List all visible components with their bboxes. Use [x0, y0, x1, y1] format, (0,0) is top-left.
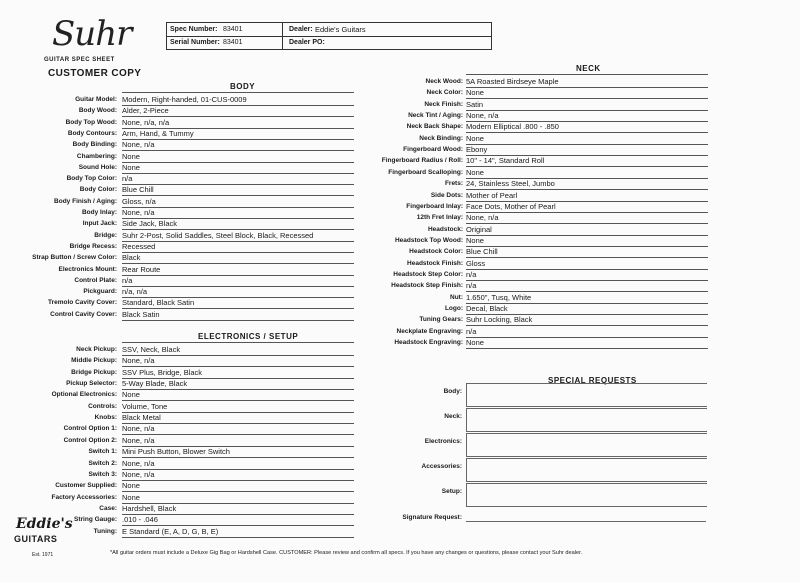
body-spec-value: None: [122, 162, 354, 174]
body-spec-value: Standard, Black Satin: [122, 297, 354, 309]
neck-spec-value: Satin: [466, 99, 708, 111]
neck-spec-value: Modern Elliptical .800 - .850: [466, 121, 708, 133]
electronics-spec-label: Control Option 2:: [63, 436, 117, 444]
body-spec-label: Body Wood:: [78, 107, 117, 115]
neck-spec-value: None: [466, 87, 708, 99]
special-request-field[interactable]: [466, 383, 707, 407]
neck-spec-label: Neck Color:: [426, 89, 463, 97]
neck-spec-label: Neck Wood:: [425, 78, 463, 85]
electronics-spec-label: Tuning:: [93, 527, 117, 535]
electronics-section-rule: [122, 342, 354, 343]
electronics-spec-label: Switch 1:: [88, 448, 117, 456]
spec-number-value: 83401: [223, 26, 243, 33]
neck-spec-value: Decal, Black: [466, 303, 708, 315]
electronics-spec-label: Pickup Selector:: [66, 380, 117, 388]
footer-note: *All guitar orders must include a Deluxe Gig Bag or Hardshell Case. CUSTOMER: Please review and confirm all specs. If you have any changes or questions, please contact your Suhr dealer.: [110, 550, 583, 556]
neck-spec-value: None, n/a: [466, 110, 708, 122]
neck-spec-value: None, n/a: [466, 212, 708, 224]
electronics-spec-value: Mini Push Button, Blower Switch: [122, 446, 354, 458]
neck-spec-label: Headstock Color:: [409, 248, 463, 256]
body-spec-value: Black Satin: [122, 309, 354, 321]
body-spec-value: n/a: [122, 275, 354, 287]
electronics-spec-value: None: [122, 492, 354, 504]
electronics-spec-label: Switch 3:: [88, 470, 117, 478]
body-spec-label: Body Finish / Aging:: [54, 197, 117, 205]
electronics-spec-value: None, n/a: [122, 458, 354, 470]
badge-name: Eddie's: [16, 516, 73, 532]
neck-spec-label: Neckplate Engraving:: [396, 327, 463, 335]
electronics-spec-label: Middle Pickup:: [71, 357, 117, 365]
neck-spec-label: Neck Binding:: [419, 134, 463, 142]
special-request-label: Body:: [443, 388, 462, 395]
special-request-label: Electronics:: [424, 438, 462, 445]
body-spec-label: Body Inlay:: [81, 209, 117, 216]
badge-est: Est. 1971: [32, 552, 54, 558]
document-title: CUSTOMER COPY: [48, 68, 142, 79]
electronics-spec-label: Customer Supplied:: [55, 482, 117, 490]
neck-spec-label: Headstock Finish:: [407, 259, 463, 267]
dealer-value: Eddie's Guitars: [315, 25, 366, 34]
body-spec-label: Body Color:: [79, 186, 117, 194]
body-spec-label: Body Top Wood:: [65, 118, 117, 126]
body-spec-value: Black: [122, 252, 354, 264]
body-spec-value: Gloss, n/a: [122, 196, 354, 208]
neck-spec-label: Fingerboard Inlay:: [406, 202, 463, 210]
eddies-guitars-logo: [12, 512, 73, 572]
electronics-spec-label: Knobs:: [94, 414, 117, 422]
special-request-field[interactable]: [466, 509, 706, 522]
body-spec-value: None: [122, 151, 354, 163]
neck-spec-label: Neck Back Shape:: [406, 123, 463, 131]
header-info-box: [166, 22, 492, 50]
body-spec-label: Body Top Color:: [66, 175, 117, 183]
body-spec-value: Arm, Hand, & Tummy: [122, 128, 354, 140]
neck-spec-label: Neck Tint / Aging:: [408, 112, 463, 120]
body-spec-label: Bridge:: [94, 231, 117, 239]
electronics-spec-label: Bridge Pickup:: [71, 368, 117, 376]
body-spec-label: Sound Hole:: [78, 163, 117, 171]
body-spec-label: Control Plate:: [74, 276, 117, 284]
body-spec-label: Bridge Recess:: [69, 242, 117, 250]
serial-number-value: 83401: [223, 39, 243, 46]
electronics-spec-value: Hardshell, Black: [122, 503, 354, 515]
body-spec-value: Suhr 2-Post, Solid Saddles, Steel Block, Black, Recessed: [122, 230, 354, 242]
body-spec-value: Blue Chill: [122, 184, 354, 196]
electronics-spec-value: None: [122, 480, 354, 492]
body-spec-value: Recessed: [122, 241, 354, 253]
electronics-spec-value: None, n/a: [122, 355, 354, 367]
neck-spec-value: n/a: [466, 269, 708, 281]
electronics-spec-label: Switch 2:: [88, 459, 117, 467]
neck-spec-label: Headstock Step Color:: [393, 270, 463, 278]
neck-spec-value: 5A Roasted Birdseye Maple: [466, 76, 708, 88]
neck-spec-value: Original: [466, 224, 708, 236]
neck-spec-value: n/a: [466, 326, 708, 338]
electronics-section-title: ELECTRONICS / SETUP: [198, 332, 299, 341]
electronics-spec-value: None, n/a: [122, 423, 354, 435]
special-request-label: Signature Request:: [402, 514, 462, 521]
special-requests-title: SPECIAL REQUESTS: [548, 376, 637, 385]
badge-sub: GUITARS: [14, 534, 58, 544]
electronics-spec-value: None: [122, 389, 354, 401]
body-spec-label: Strap Button / Screw Color:: [32, 254, 117, 262]
neck-spec-value: 24, Stainless Steel, Jumbo: [466, 178, 708, 190]
body-section-rule: [122, 92, 354, 93]
body-spec-label: Guitar Model:: [75, 96, 117, 103]
electronics-spec-label: Factory Accessories:: [51, 493, 117, 501]
neck-spec-value: 1.650", Tusq, White: [466, 292, 708, 304]
neck-spec-label: 12th Fret Inlay:: [416, 214, 463, 222]
electronics-spec-value: E Standard (E, A, D, G, B, E): [122, 526, 354, 538]
neck-spec-label: Headstock Top Wood:: [394, 236, 463, 244]
neck-section-title: NECK: [576, 64, 601, 73]
neck-section-rule: [466, 74, 708, 75]
electronics-spec-value: None, n/a: [122, 469, 354, 481]
neck-spec-label: Fingerboard Wood:: [403, 146, 463, 154]
electronics-spec-label: Optional Electronics:: [51, 391, 117, 399]
serial-number-label: Serial Number:: [170, 39, 220, 46]
neck-spec-value: Mother of Pearl: [466, 190, 708, 202]
spec-sheet-subtitle: GUITAR SPEC SHEET: [44, 57, 115, 63]
neck-spec-value: Ebony: [466, 144, 708, 156]
electronics-spec-value: .010 - .046: [122, 514, 354, 526]
neck-spec-label: Fingerboard Radius / Roll:: [381, 157, 463, 165]
body-spec-value: n/a, n/a: [122, 286, 354, 298]
neck-spec-value: n/a: [466, 280, 708, 292]
neck-spec-label: Side Dots:: [430, 191, 463, 199]
body-spec-value: Modern, Right-handed, 01-CUS-0009: [122, 94, 354, 106]
body-spec-label: Control Cavity Cover:: [50, 310, 117, 318]
body-spec-label: Body Contours:: [67, 129, 117, 137]
special-request-field[interactable]: [466, 458, 707, 482]
neck-spec-value: Face Dots, Mother of Pearl: [466, 201, 708, 213]
special-request-label: Setup:: [441, 488, 462, 495]
electronics-spec-value: Black Metal: [122, 412, 354, 424]
electronics-spec-value: SSV, Neck, Black: [122, 344, 354, 356]
electronics-spec-label: Case:: [99, 504, 117, 512]
neck-spec-label: Tuning Gears:: [419, 316, 463, 324]
body-spec-label: Chambering:: [76, 152, 117, 160]
body-spec-label: Electronics Mount:: [58, 265, 117, 273]
neck-spec-value: Blue Chill: [466, 246, 708, 258]
body-spec-value: None, n/a: [122, 207, 354, 219]
neck-spec-value: None: [466, 133, 708, 145]
special-request-label: Neck:: [444, 413, 462, 420]
electronics-spec-label: Controls:: [88, 402, 117, 410]
electronics-spec-label: Neck Pickup:: [76, 346, 117, 353]
neck-spec-label: Headstock:: [427, 225, 463, 233]
body-spec-label: Pickguard:: [83, 288, 117, 296]
body-spec-value: Side Jack, Black: [122, 218, 354, 230]
body-section-title: BODY: [230, 82, 256, 91]
electronics-spec-value: None, n/a: [122, 435, 354, 447]
special-request-field[interactable]: [466, 483, 707, 507]
body-spec-value: Alder, 2-Piece: [122, 105, 354, 117]
electronics-spec-value: Volume, Tone: [122, 401, 354, 413]
neck-spec-value: None: [466, 337, 708, 349]
neck-spec-value: None: [466, 235, 708, 247]
suhr-logo: Suhr: [52, 14, 132, 54]
special-request-field[interactable]: [466, 408, 707, 432]
neck-spec-label: Neck Finish:: [424, 100, 463, 108]
neck-spec-label: Headstock Step Finish:: [391, 282, 463, 290]
special-request-field[interactable]: [466, 433, 707, 457]
dealer-po-label: Dealer PO:: [289, 39, 325, 46]
special-request-label: Accessories:: [421, 463, 462, 470]
electronics-spec-label: Control Option 1:: [63, 425, 117, 433]
spec-number-label: Spec Number:: [170, 26, 218, 33]
neck-spec-value: Gloss: [466, 258, 708, 270]
neck-spec-value: None: [466, 167, 708, 179]
body-spec-value: None, n/a: [122, 139, 354, 151]
body-spec-value: Rear Route: [122, 264, 354, 276]
electronics-spec-label: String Gauge:: [74, 516, 117, 524]
body-spec-value: None, n/a, n/a: [122, 117, 354, 129]
neck-spec-label: Fingerboard Scalloping:: [388, 168, 463, 176]
neck-spec-value: 10" - 14", Standard Roll: [466, 155, 708, 167]
dealer-label: Dealer:: [289, 26, 313, 33]
neck-spec-label: Logo:: [444, 305, 463, 312]
body-spec-label: Body Binding:: [72, 141, 117, 149]
electronics-spec-value: SSV Plus, Bridge, Black: [122, 367, 354, 379]
neck-spec-label: Headstock Engraving:: [394, 339, 463, 347]
body-spec-label: Input Jack:: [82, 220, 117, 228]
body-spec-label: Tremolo Cavity Cover:: [48, 299, 117, 307]
neck-spec-label: Frets:: [444, 180, 463, 188]
body-spec-value: n/a: [122, 173, 354, 185]
electronics-spec-value: 5-Way Blade, Black: [122, 378, 354, 390]
neck-spec-label: Nut:: [450, 293, 463, 301]
neck-spec-value: Suhr Locking, Black: [466, 314, 708, 326]
